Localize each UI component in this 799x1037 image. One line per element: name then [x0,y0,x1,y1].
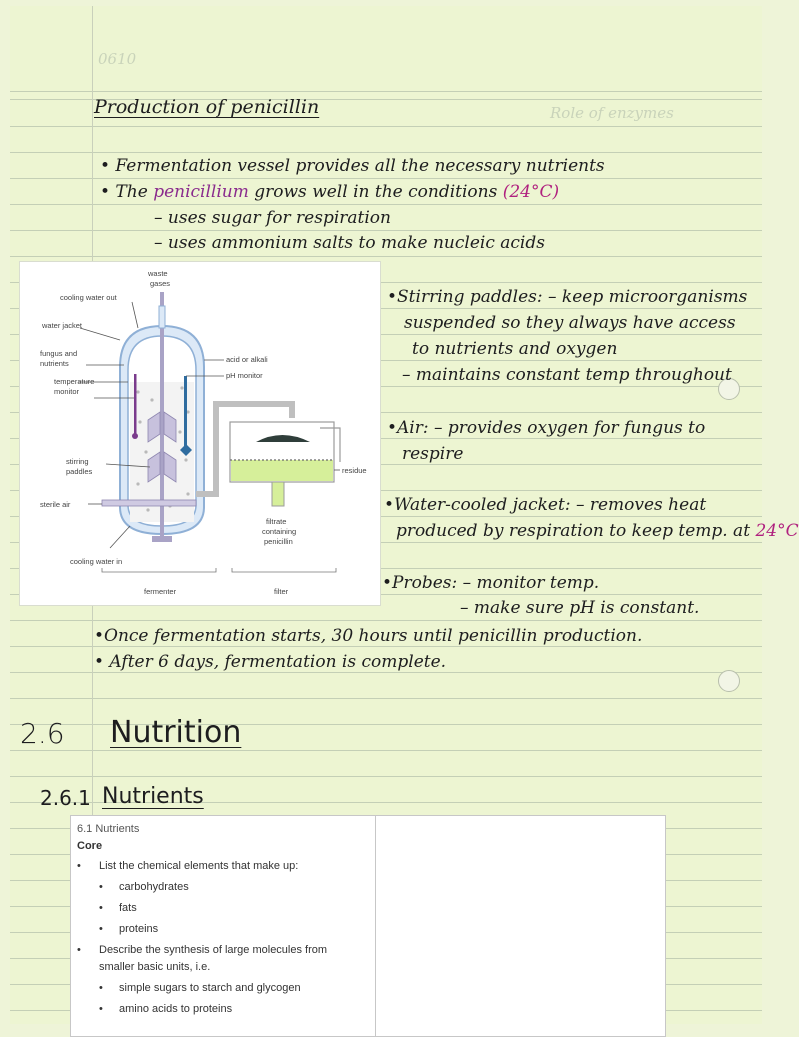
label-stirring: stirring [66,457,89,466]
rule-line [10,91,762,92]
fermenter-diagram-svg [20,262,380,605]
syllabus-bullet: • [99,923,103,935]
label-cooling-water-in: cooling water in [70,557,123,566]
rule-line [10,750,762,751]
note-once-fermentation: •Once fermentation starts, 30 hours until penicillin production. [94,626,643,646]
label-waste: waste [148,269,168,278]
rule-line [10,230,762,231]
notebook-page: 0610 Role of enzymes Production of penicillin • Fermentation vessel provides all the necessary nutrients • The penicillium grows well in the conditions (24°C) – uses sugar for respiration – uses ammonium salts to make nucleic acids •Stirring paddles: – keep microorganisms suspended so they always have access to nutrients and oxygen – maintains constant temp throughout •Air: – provides oxygen for fungus to respire •Water-cooled jacket: – removes heat produced by respiration to keep temp. at 24°C •Probes: – monitor temp. – make sure pH is constant. •Once fermentation starts, 30 hours until penicillin production. • After 6 days, fermentation is complete. 2.6 Nutrition 2.6.1 Nutrients [10,6,762,1024]
note-text: • The [100,182,148,202]
note-stirring-2: suspended so they always have access [404,313,736,333]
rule-line [10,126,762,127]
syllabus-subitem: simple sugars to starch and glycogen [119,982,301,994]
label-filter: filter [274,587,289,596]
punch-hole [718,670,740,692]
label-paddles: paddles [66,467,93,476]
rule-line [10,152,762,153]
note-highlight-penicillium: penicillium [153,182,249,202]
label-containing: containing [262,527,297,536]
label-gases: gases [150,279,171,288]
syllabus-bullet: • [77,944,81,956]
note-jacket-1: •Water-cooled jacket: – removes heat [384,495,707,515]
label-monitor: monitor [54,387,80,396]
syllabus-bullet: • [99,902,103,914]
label-penicillin: penicillin [264,537,293,546]
syllabus-bullet: • [99,881,103,893]
syllabus-subitem: fats [119,902,137,914]
note-temperature: 24°C [755,521,799,541]
note-air-2: respire [402,444,464,464]
label-water-jacket: water jacket [42,321,83,330]
note-jacket-2 [396,523,799,540]
subsection-title: Nutrients [102,784,204,809]
label-cooling-water-out: cooling water out [60,293,117,302]
syllabus-subitem: proteins [119,923,159,935]
note-text: grows well in the conditions [254,182,498,202]
note-stirring-4: – maintains constant temp throughout [402,365,732,385]
note-air-1: •Air: – provides oxygen for fungus to [387,418,706,438]
label-sterile-air: sterile air [40,500,71,509]
note-after-6-days: • After 6 days, fermentation is complete. [94,652,447,672]
syllabus-item: Describe the synthesis of large molecules from [99,944,328,956]
syllabus-item: List the chemical elements that make up: [99,860,299,872]
syllabus-bullet: • [77,860,81,872]
syllabus-subitem: amino acids to proteins [119,1003,233,1015]
rule-line [10,256,762,257]
rule-line [10,620,762,621]
note-probes-2: – make sure pH is constant. [460,598,700,618]
label-fermenter: fermenter [144,587,177,596]
note-bullet-vessel: • Fermentation vessel provides all the necessary nutrients [100,156,605,176]
rule-line [10,646,762,647]
label-filtrate: filtrate [266,517,287,526]
notes-title: Production of penicillin [94,96,320,118]
syllabus-bullet: • [99,982,103,994]
syllabus-heading: 6.1 Nutrients [77,823,140,835]
label-temperature: temperature [54,377,95,386]
rule-line [10,204,762,205]
syllabus-core-column [71,816,376,1036]
note-temperature: (24°C) [502,182,560,202]
rule-line [10,698,762,699]
section-title: Nutrition [110,715,242,750]
fermenter-diagram [20,262,380,605]
syllabus-bullet: • [99,1003,103,1015]
note-text: produced by respiration to keep temp. at [396,521,751,541]
note-stirring-1: •Stirring paddles: – keep microorganisms [387,287,748,307]
syllabus-item-continued: smaller basic units, i.e. [99,961,211,973]
rule-line [10,776,762,777]
syllabus-core-label: Core [77,840,103,852]
note-probes-1: •Probes: – monitor temp. [382,573,600,593]
section-number: 2.6 [20,717,65,750]
syllabus-box [70,815,666,1037]
label-residue: residue [342,466,367,475]
rule-line [10,672,762,673]
note-stirring-3: to nutrients and oxygen [412,339,618,359]
label-acid-or-alkali: acid or alkali [226,355,268,364]
syllabus-subitem: carbohydrates [119,881,189,893]
label-fungus: fungus and [40,349,78,358]
note-bullet-penicillium [100,184,559,201]
note-sub-sugar: – uses sugar for respiration [154,208,391,228]
label-ph-monitor: pH monitor [226,371,263,380]
subsection-number: 2.6.1 [40,786,91,810]
rule-line [10,178,762,179]
label-nutrients: nutrients [40,359,69,368]
note-sub-ammonium: – uses ammonium salts to make nucleic acids [154,233,545,253]
